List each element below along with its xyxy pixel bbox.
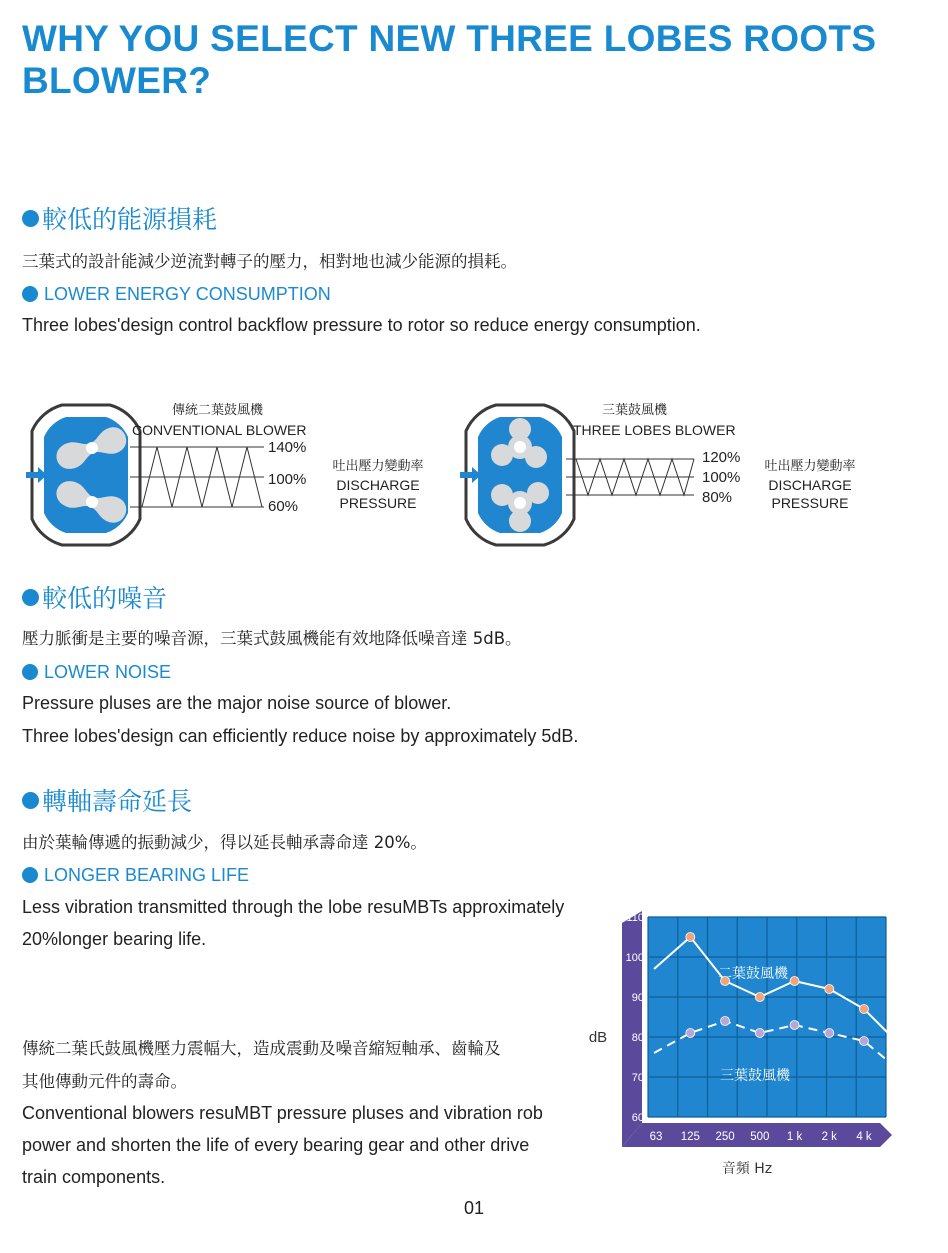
pressure-mid-label: 100% xyxy=(268,471,307,488)
chart-x-tick-label: 125 xyxy=(680,1131,700,1143)
section-heading-noise-en: LOWER NOISE xyxy=(22,661,171,683)
chart-x-tick-label: 2 k xyxy=(821,1131,837,1143)
series-point-two-lobe xyxy=(825,985,834,994)
conventional-note-en-1: Conventional blowers resuMBT pressure pluses and vibration rob xyxy=(22,1103,543,1123)
conventional-note-zh-1: 傳統二葉氏鼓風機壓力震幅大，造成震動及噪音縮短軸承、齒輪及 xyxy=(22,1039,501,1058)
conventional-note-en-3: train components. xyxy=(22,1167,166,1187)
series-point-three-lobe xyxy=(860,1037,869,1046)
section-text-noise-en-1: Pressure pluses are the major noise source of blower. xyxy=(22,693,452,713)
conventional-blower-diagram xyxy=(22,395,442,555)
three-lobes-title-en: THREE LOBES BLOWER xyxy=(573,422,736,438)
three-lobes-title-zh: 三葉鼓風機 xyxy=(602,403,668,418)
chart-x-tick-label: 500 xyxy=(750,1131,770,1143)
chart-x-tick-label: 250 xyxy=(715,1131,735,1143)
chart-y-tick-label: 110 xyxy=(626,912,644,924)
page-number: 01 xyxy=(463,1198,485,1218)
chart-y-axis-label: dB xyxy=(588,1029,608,1046)
bullet-icon xyxy=(22,286,38,302)
bullet-icon xyxy=(22,664,38,680)
section-text-energy-zh: 三葉式的設計能減少逆流對轉子的壓力，相對地也減少能源的損耗。 xyxy=(22,252,517,271)
noise-level-chart xyxy=(580,910,910,1190)
series-point-two-lobe xyxy=(686,933,695,942)
section-text-noise-zh: 壓力脈衝是主要的噪音源，三葉式鼓風機能有效地降低噪音達 5dB。 xyxy=(22,629,522,648)
series-label-two-lobe: 二葉鼓風機 xyxy=(718,966,788,982)
chart-x-tick-label: 4 k xyxy=(856,1131,872,1143)
section-heading-bearing-zh: 轉軸壽命延長 xyxy=(22,787,192,817)
series-point-two-lobe xyxy=(860,1005,869,1014)
section-text-energy-en: Three lobes'design control backflow pressure to rotor so reduce energy consumption. xyxy=(22,315,701,335)
series-point-three-lobe xyxy=(790,1021,799,1030)
series-point-three-lobe xyxy=(825,1029,834,1038)
bullet-icon xyxy=(22,867,38,883)
pressure-low-label: 60% xyxy=(268,498,299,515)
pressure-high-label: 120% xyxy=(702,449,741,466)
chart-x-axis-label: 音頻 Hz xyxy=(721,1161,773,1177)
bullet-icon xyxy=(22,210,39,227)
chart-y-tick-label: 90 xyxy=(631,992,644,1004)
discharge-pressure-label: 吐出壓力變動率 DISCHARGE PRESSURE xyxy=(332,459,424,511)
section-heading-bearing-en: LONGER BEARING LIFE xyxy=(22,864,249,886)
conventional-title-zh: 傳統二葉鼓風機 xyxy=(172,403,264,418)
series-label-three-lobe: 三葉鼓風機 xyxy=(720,1068,790,1084)
pressure-high-label: 140% xyxy=(268,439,307,456)
discharge-pressure-label: 吐出壓力變動率 DISCHARGE PRESSURE xyxy=(764,459,856,511)
bullet-icon xyxy=(22,589,39,606)
conventional-note-zh-2: 其他傳動元件的壽命。 xyxy=(22,1072,187,1091)
conventional-note-en-2: power and shorten the life of every bearing gear and other drive xyxy=(22,1135,530,1155)
section-text-bearing-zh: 由於葉輪傳遞的振動減少，得以延長軸承壽命達 20%。 xyxy=(22,833,427,852)
page-title: WHY YOU SELECT NEW THREE LOBES ROOTS BLOWER? xyxy=(22,18,877,101)
pressure-mid-label: 100% xyxy=(702,469,741,486)
series-point-three-lobe xyxy=(721,1017,730,1026)
chart-y-tick-label: 100 xyxy=(625,952,644,964)
series-point-three-lobe xyxy=(686,1029,695,1038)
section-text-noise-en-2: Three lobes'design can efficiently reduce noise by approximately 5dB. xyxy=(22,726,579,746)
chart-y-tick-label: 70 xyxy=(631,1072,644,1084)
chart-x-tick-label: 63 xyxy=(649,1131,663,1143)
noise-chart-svg xyxy=(580,910,910,1190)
section-text-bearing-en-1: Less vibration transmitted through the lobe resuMBTs approximately xyxy=(22,897,565,917)
section-heading-energy-en: LOWER ENERGY CONSUMPTION xyxy=(22,283,331,305)
chart-x-tick-label: 1 k xyxy=(786,1131,803,1143)
chart-y-tick-label: 80 xyxy=(631,1032,644,1044)
three-lobes-blower-diagram xyxy=(456,395,876,555)
pressure-low-label: 80% xyxy=(702,489,733,506)
section-text-bearing-en-2: 20%longer bearing life. xyxy=(22,929,207,949)
chart-y-tick-label: 60 xyxy=(631,1112,644,1124)
section-heading-energy-zh: 較低的能源損耗 xyxy=(22,205,217,235)
conventional-title-en: CONVENTIONAL BLOWER xyxy=(132,422,307,438)
section-heading-noise-zh: 較低的噪音 xyxy=(22,584,167,614)
series-point-two-lobe xyxy=(790,977,799,986)
series-point-three-lobe xyxy=(755,1029,764,1038)
series-point-two-lobe xyxy=(755,993,764,1002)
bullet-icon xyxy=(22,792,39,809)
